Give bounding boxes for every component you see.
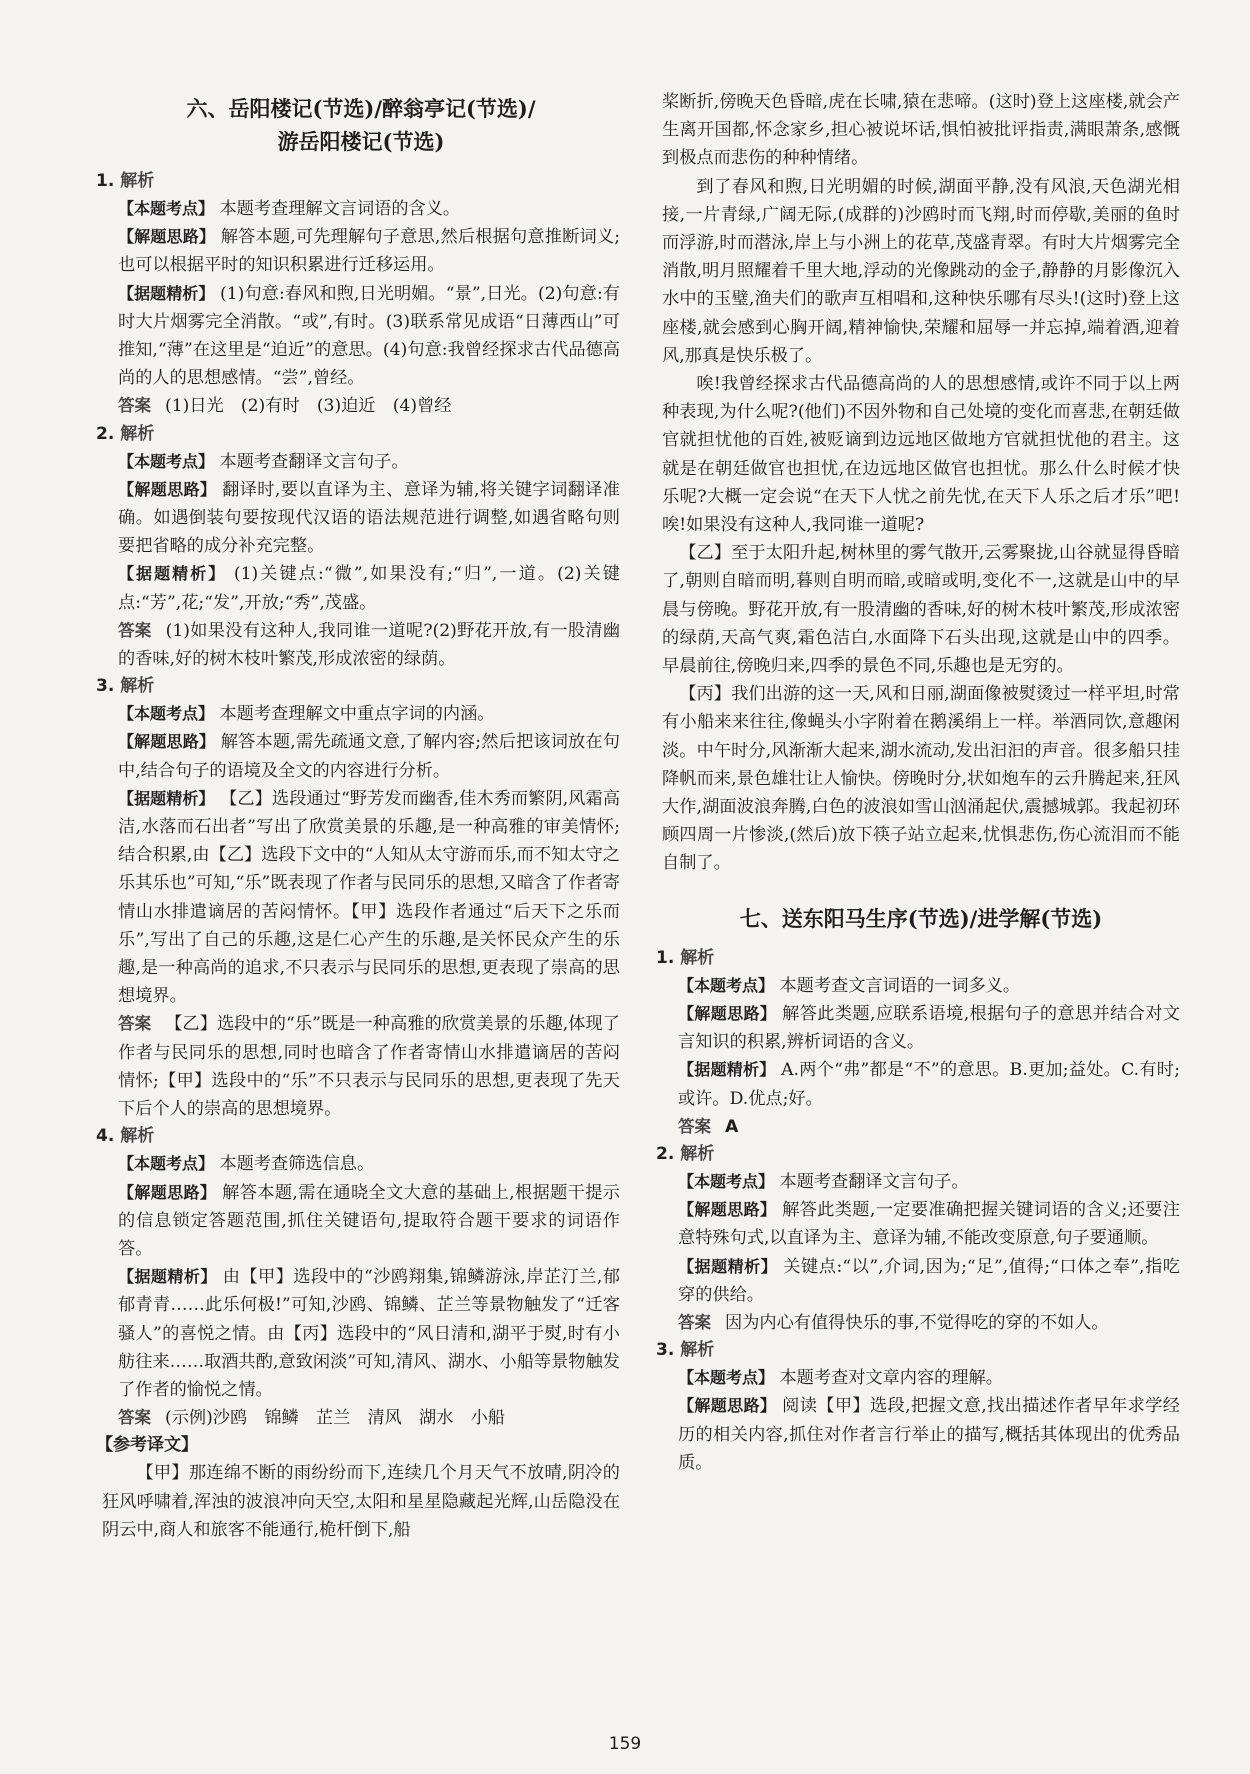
q1-analysis (118, 280, 620, 393)
analysis-tag: 【据题精析】 (678, 1256, 778, 1276)
question-number: 4. (96, 1126, 115, 1147)
approach-text: 阅读【甲】选段,把握文意,找出描述作者早年求学经历的相关内容,抓住对作者言行举止的描写,概括其体现出的优秀品质。 (678, 1396, 1180, 1473)
q4-answer (118, 1404, 620, 1432)
approach-tag: 【解题思路】 (118, 732, 216, 752)
s2q2-approach (678, 1196, 1180, 1252)
s2-question-1-header (656, 945, 1180, 972)
section-title-line2: 游岳阳楼记(节选) (277, 129, 445, 154)
analysis-text: (1)关键点:“微”,如果没有;“归”,一道。(2)关键点:“芳”,花;“发”,开放;“秀”,茂盛。 (118, 564, 620, 613)
answer-text: 因为内心有值得快乐的事,不觉得吃的穿的不如人。 (725, 1312, 1109, 1333)
q2-approach (118, 476, 620, 561)
approach-text: 解答此类题,应联系语境,根据句子的意思并结合对文言知识的积累,辨析词语的含义。 (678, 1003, 1180, 1053)
key-point-text: 本题考查筛选信息。 (219, 1154, 375, 1175)
key-point-text: 本题考查对文章内容的理解。 (779, 1368, 1003, 1389)
q3-approach (118, 728, 620, 784)
s2q3-approach (678, 1392, 1180, 1477)
approach-text: 翻译时,要以直译为主、意译为辅,将关键字词翻译准确。如遇倒装句要按现代汉语的语法规范进行调整,如遇省略句则要把省略的成分补充完整。 (118, 479, 620, 557)
approach-text: 解答此类题,一定要准确把握关键词语的含义;还要注意特殊句式,以直译为主、意译为辅,不能改变原意,句子要通顺。 (678, 1200, 1180, 1249)
key-point-tag: 【本题考点】 (118, 704, 215, 724)
s2q2-key-point (678, 1168, 1180, 1196)
approach-tag: 【解题思路】 (678, 1003, 777, 1023)
question-number: 3. (96, 676, 115, 697)
key-point-text: 本题考查文言词语的一词多义。 (779, 975, 1021, 996)
approach-tag: 【解题思路】 (678, 1396, 777, 1416)
q4-approach (118, 1179, 620, 1264)
key-point-tag: 【本题考点】 (118, 451, 215, 471)
q2-analysis (118, 560, 620, 616)
approach-tag: 【解题思路】 (118, 479, 217, 499)
translation-paragraph-1: 桨断折,傍晚天色昏暗,虎在长啸,猿在悲啼。(这时)登上这座楼,就会产生离开国都,怀念家乡,担心被说坏话,惧怕被批评指责,满眼萧条,感慨到极点而悲伤的种种情绪。 (662, 92, 1180, 169)
question-2-header (96, 421, 620, 448)
question-4-header (96, 1123, 620, 1150)
analysis-tag: 【据题精析】 (678, 1060, 776, 1080)
section-title-line1: 六、岳阳楼记(节选)/醉翁亭记(节选)/ (186, 96, 536, 121)
translation-paragraph-yi: 【乙】至于太阳升起,树林里的雾气散开,云雾聚拢,山谷就显得昏暗了,朝则自暗而明,暮则自明而暗,或暗或明,变化不一,这就是山中的早晨与傍晚。野花开放,有一股清幽的香味,好的树木枝叶繁茂,形成浓密的绿荫,天高气爽,霜色洁白,水面降下石头出现,这就是山中的四季。早晨前往,傍晚归来,四季的景色不同,乐趣也是无穷的。 (662, 543, 1180, 677)
analysis-text: 【乙】选段通过“野芳发而幽香,佳木秀而繁阴,风霜高洁,水落而石出者”写出了欣赏美景的乐趣,是一种高雅的审美情怀;结合积累,由【乙】选段下文中的“人知从太守游而乐,而不知太守之乐其乐也”可知,“乐”既表现了作者与民同乐的思想,又暗含了作者寄情山水排遣谪居的苦闷情怀。【甲】选段作者通过“后天下之乐而乐”,写出了自己的乐趣,这是仁心产生的乐趣,是关怀民众产生的乐趣,是一种高尚的追求,不只表示与民同乐的思想,更表现了崇高的思想境界。 (118, 788, 621, 1007)
s2q1-answer (678, 1113, 1180, 1141)
key-point-tag: 【本题考点】 (678, 975, 775, 995)
analysis-tag: 【据题精析】 (118, 1267, 217, 1287)
q1-answer (118, 392, 620, 420)
analysis-text: 由【甲】选段中的“沙鸥翔集,锦鳞游泳,岸芷汀兰,郁郁青青……此乐何极!”可知,沙鸥、锦鳞、芷兰等景物触发了“迁客骚人”的喜悦之情。由【丙】选段中的“风日清和,湖平于熨,时有小舫往来……取酒共酌,意致闲淡”可知,清风、湖水、小船等景物触发了作者的愉悦之情。 (118, 1267, 620, 1400)
left-column (96, 88, 621, 1544)
key-point-text: 本题考查理解文中重点字词的内涵。 (219, 704, 495, 725)
answer-tag: 答案 (118, 620, 152, 640)
approach-text: 解答本题,需先疏通文意,了解内容;然后把该词放在句中,结合句子的语境及全文的内容进行分析。 (118, 732, 620, 781)
section-2-title: 七、送东阳马生序(节选)/进学解(节选) (739, 905, 1103, 931)
q2-key-point (118, 448, 620, 476)
q1-key-point (118, 195, 620, 223)
analysis-tag: 【据题精析】 (118, 564, 227, 584)
analysis-label: 解析 (680, 1143, 715, 1164)
key-point-tag: 【本题考点】 (118, 1154, 215, 1174)
s2q1-approach (678, 1000, 1180, 1056)
question-number: 2. (96, 423, 115, 444)
q3-analysis (118, 785, 620, 1011)
question-3-header (96, 673, 620, 700)
analysis-tag: 【据题精析】 (118, 788, 215, 808)
answer-text: A (725, 1116, 739, 1137)
analysis-label: 解析 (680, 1340, 715, 1361)
q2-answer (118, 617, 620, 673)
approach-text: 解答本题,可先理解句子意思,然后根据句意推断词义;也可以根据平时的知识积累进行迁移运用。 (118, 227, 620, 276)
analysis-label: 解析 (120, 1126, 155, 1147)
analysis-label: 解析 (680, 947, 715, 968)
answer-text: (1)日光 (2)有时 (3)迫近 (4)曾经 (165, 396, 452, 417)
q3-key-point (118, 700, 620, 728)
answer-text: 【乙】选段中的“乐”既是一种高雅的欣赏美景的乐趣,体现了作者与民同乐的思想,同时也暗含了作者寄情山水排遣谪居的苦闷情怀;【甲】选段中的“乐”不只表示与民同乐的思想,更表现了先天下后个人的崇高的思想境界。 (118, 1014, 620, 1120)
approach-text: 解答本题,需在通晓全文大意的基础上,根据题干提示的信息锁定答题范围,抓住关键语句,提取符合题干要求的词语作答。 (118, 1182, 620, 1259)
section-title (102, 92, 620, 158)
key-point-tag: 【本题考点】 (118, 199, 215, 218)
reference-translation-jia: 【甲】那连绵不断的雨纷纷而下,连续几个月天气不放晴,阴冷的狂风呼啸着,浑浊的波浪冲向天空,太阳和星星隐藏起光辉,山岳隐没在阴云中,商人和旅客不能通行,桅杆倒下,船 (102, 1463, 620, 1540)
answer-text: (1)如果没有这种人,我同谁一道呢?(2)野花开放,有一股清幽的香味,好的树木枝叶繁茂,形成浓密的绿荫。 (118, 620, 621, 670)
q4-analysis (118, 1263, 620, 1404)
translation-paragraph-3: 唉!我曾经探求古代品德高尚的人的思想感情,或许不同于以上两种表现,为什么呢?(他们)不因外物和自己处境的变化而喜悲,在朝廷做官就担忧他的百姓,被贬谪到边远地区做地方官就担忧他的君主。这就是在朝廷做官也担忧,在边远地区做官也担忧。那么什么时候才快乐呢?大概一定会说“在天下人忧之前先忧,在天下人乐之后才乐”吧!唉!如果没有这种人,我同谁一道呢? (662, 374, 1180, 536)
question-number: 1. (656, 947, 675, 968)
s2q3-key-point (678, 1364, 1180, 1392)
s2-question-2-header (656, 1141, 1180, 1168)
q3-answer (118, 1010, 620, 1123)
question-number: 1. (96, 171, 115, 191)
analysis-text: (1)句意:春风和煦,日光明媚。“景”,日光。(2)句意:有时大片烟雾完全消散。“或”,有时。(3)联系常见成语“日薄西山”可推知,“薄”在这里是“迫近”的意思。(4)句意:我曾经探求古代品德高尚的人的思想感情。“尝”,曾经。 (118, 283, 620, 389)
right-column (656, 88, 1180, 1477)
q4-key-point (118, 1150, 620, 1178)
question-number: 3. (656, 1340, 675, 1361)
answer-text: (示例)沙鸥 锦鳞 芷兰 清风 湖水 小船 (165, 1408, 505, 1429)
question-number: 2. (656, 1143, 675, 1164)
approach-tag: 【解题思路】 (678, 1200, 777, 1220)
analysis-label: 解析 (120, 171, 155, 191)
s2q1-analysis (678, 1056, 1180, 1112)
approach-tag: 【解题思路】 (118, 227, 216, 247)
key-point-text: 本题考查理解文言词语的含义。 (219, 199, 461, 219)
approach-tag: 【解题思路】 (118, 1182, 217, 1202)
key-point-text: 本题考查翻译文言句子。 (779, 1171, 969, 1192)
translation-paragraph-2: 到了春风和煦,日光明媚的时候,湖面平静,没有风浪,天色湖光相接,一片青绿,广阔无际,(成群的)沙鸥时而飞翔,时而停歇,美丽的鱼时而浮游,时而潜泳,岸上与小洲上的花草,茂盛青翠。有时大片烟雾完全消散,明月照耀着千里大地,浮动的光像跳动的金子,静静的月影像沉入水中的玉璧,渔夫们的歌声互相唱和,这种快乐哪有尽头!(这时)登上这座楼,就会感到心胸开阔,精神愉快,荣耀和屈辱一并忘掉,端着酒,迎着风,那真是快乐极了。 (662, 176, 1180, 366)
reference-tag: 【参考译文】 (96, 1435, 198, 1456)
answer-tag: 答案 (118, 1408, 151, 1428)
s2q2-analysis (678, 1253, 1180, 1309)
key-point-tag: 【本题考点】 (678, 1368, 775, 1388)
analysis-tag: 【据题精析】 (118, 283, 215, 303)
answer-tag: 答案 (118, 1014, 152, 1034)
answer-tag: 答案 (118, 396, 151, 416)
question-1-header (96, 168, 620, 195)
q1-approach (118, 223, 620, 279)
page-number: 159 (608, 1734, 642, 1754)
s2-question-3-header (656, 1337, 1180, 1364)
s2q1-key-point (678, 972, 1180, 1000)
analysis-text: A.两个“弗”都是“不”的意思。B.更加;益处。C.有时;或许。D.优点;好。 (678, 1060, 1180, 1109)
analysis-label: 解析 (120, 676, 155, 697)
answer-tag: 答案 (678, 1312, 711, 1332)
reference-translation-header (96, 1432, 620, 1459)
s2q2-answer (678, 1309, 1180, 1337)
analysis-text: 关键点:“以”,介词,因为;“足”,值得;“口体之奉”,指吃穿的供给。 (678, 1256, 1180, 1305)
answer-tag: 答案 (678, 1116, 711, 1136)
analysis-label: 解析 (120, 423, 155, 444)
key-point-tag: 【本题考点】 (678, 1171, 775, 1191)
translation-paragraph-bing: 【丙】我们出游的这一天,风和日丽,湖面像被熨烫过一样平坦,时常有小船来来往往,像蝇头小字附着在鹅溪绢上一样。举酒同饮,意趣闲淡。中午时分,风渐渐大起来,湖水流动,发出汩汩的声音。很多船只挂降帆而来,景色雄壮让人愉快。傍晚时分,状如炮车的云升腾起来,狂风大作,湖面波浪奔腾,白色的波浪如雪山汹涌起伏,震撼城郭。我起初环顾四周一片惨淡,(然后)放下筷子站立起来,忧惧悲伤,伤心流泪而不能自制了。 (662, 684, 1180, 874)
key-point-text: 本题考查翻译文言句子。 (219, 451, 409, 472)
